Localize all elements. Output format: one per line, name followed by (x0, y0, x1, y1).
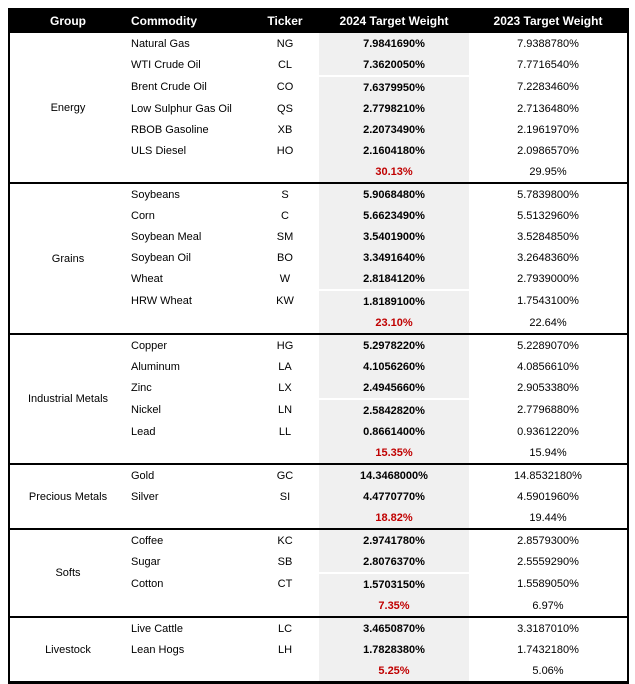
header-ticker: Ticker (251, 9, 319, 32)
ticker-cell: XB (277, 123, 293, 136)
ticker-cell: SB (277, 556, 293, 568)
ticker-cell-empty (251, 595, 319, 617)
weight-2023-cell: 7.7716540% (517, 59, 579, 71)
commodity-cell-empty (126, 312, 251, 334)
commodity-cell: Nickel (131, 404, 161, 416)
commodity-cell: Gold (126, 464, 251, 486)
weight-2023-cell: 5.2289070% (469, 334, 628, 356)
ticker-cell-empty (251, 161, 319, 183)
subtotal-2023-cell: 19.44% (529, 511, 567, 524)
commodity-cell: Low Sulphur Gas Oil (131, 102, 232, 115)
subtotal-2023-cell: 5.06% (532, 664, 564, 677)
ticker-cell: CO (276, 81, 294, 93)
weight-2023-cell: 1.7543100% (517, 295, 579, 307)
weight-2023-cell: 3.2648360% (517, 251, 579, 264)
commodity-cell: Soybean Oil (131, 251, 191, 264)
commodity-cell: Lean Hogs (131, 643, 185, 656)
table-row (9, 183, 628, 205)
ticker-cell: LN (277, 404, 293, 416)
commodity-cell: Copper (126, 334, 251, 356)
commodity-weights-table (8, 8, 629, 684)
ticker-cell: BO (277, 251, 293, 264)
weight-2024-cell: 14.3468000% (319, 464, 469, 486)
weight-2023-cell: 2.0986570% (517, 144, 579, 157)
header-2024-weight: 2024 Target Weight (319, 9, 469, 32)
subtotal-2024-cell: 30.13% (319, 161, 469, 183)
weight-2023-cell: 2.7136480% (517, 102, 579, 115)
group-cell: Grains (9, 183, 126, 334)
commodity-cell: Natural Gas (126, 32, 251, 54)
commodity-cell: Wheat (131, 273, 163, 285)
weight-2024-cell: 1.8189100% (319, 290, 469, 312)
commodity-cell: Cotton (131, 578, 164, 590)
weight-2024-cell: 3.5401900% (319, 226, 469, 247)
subtotal-2024-cell: 23.10% (319, 312, 469, 334)
weight-2024-cell: 7.6379950% (319, 76, 469, 98)
weight-2024-cell: 0.8661400% (319, 421, 469, 442)
table-row (9, 617, 628, 639)
header-group: Group (9, 9, 126, 32)
weight-2023-cell: 5.5132960% (517, 209, 579, 222)
ticker-cell: CT (277, 578, 293, 590)
weight-2023-cell: 5.7839800% (469, 183, 628, 205)
weight-2024-cell: 2.8076370% (319, 551, 469, 573)
ticker-cell: LH (277, 643, 293, 656)
weight-2023-cell: 1.5589050% (517, 578, 579, 590)
subtotal-2023-cell: 22.64% (529, 316, 567, 329)
weight-2023-cell: 7.2283460% (517, 81, 579, 93)
weight-2024-cell: 7.3620050% (319, 54, 469, 76)
ticker-cell: GC (251, 464, 319, 486)
ticker-cell-empty (251, 660, 319, 683)
commodity-cell-empty (126, 507, 251, 529)
subtotal-2023-cell: 6.97% (532, 599, 564, 612)
ticker-cell: HO (276, 144, 294, 157)
weight-2023-cell: 1.7432180% (517, 643, 579, 656)
weight-2024-cell: 5.9068480% (319, 183, 469, 205)
table-body (9, 32, 628, 683)
group-cell: Precious Metals (9, 464, 126, 529)
weight-2024-cell: 2.4945660% (319, 377, 469, 399)
commodity-cell: Coffee (126, 529, 251, 551)
subtotal-2023-cell: 15.94% (529, 446, 567, 459)
weight-2023-cell: 4.5901960% (517, 490, 579, 503)
subtotal-2024-cell: 5.25% (319, 660, 469, 683)
commodity-cell: Silver (131, 490, 159, 503)
commodity-cell: RBOB Gasoline (131, 123, 209, 136)
weight-2024-cell: 1.5703150% (319, 573, 469, 595)
ticker-cell: S (251, 183, 319, 205)
table-row (9, 32, 628, 54)
commodity-cell: Soybean Meal (131, 230, 202, 243)
ticker-cell: LX (278, 382, 292, 394)
commodity-cell: Corn (131, 209, 155, 222)
ticker-cell: SI (279, 490, 291, 503)
commodity-cell: WTI Crude Oil (131, 59, 201, 71)
weight-2023-cell: 14.8532180% (469, 464, 628, 486)
weight-2023-cell: 2.1961970% (517, 123, 579, 136)
ticker-cell: QS (277, 102, 293, 115)
commodity-cell: HRW Wheat (131, 295, 192, 307)
weight-2024-cell: 4.4770770% (319, 486, 469, 507)
weight-2024-cell: 5.2978220% (319, 334, 469, 356)
commodity-cell-empty (126, 660, 251, 683)
weight-2023-cell: 3.3187010% (469, 617, 628, 639)
commodity-cell-empty (126, 161, 251, 183)
ticker-cell: LA (278, 360, 292, 373)
ticker-cell: LL (278, 425, 292, 438)
header-row (9, 9, 628, 32)
weight-2023-cell: 7.9388780% (469, 32, 628, 54)
commodity-cell: Soybeans (126, 183, 251, 205)
table-row (9, 464, 628, 486)
weight-2024-cell: 2.1604180% (319, 140, 469, 161)
weight-2024-cell: 4.1056260% (319, 356, 469, 377)
commodity-cell: Zinc (131, 382, 152, 394)
weight-2023-cell: 0.9361220% (517, 425, 579, 438)
subtotal-2024-cell: 7.35% (319, 595, 469, 617)
weight-2024-cell: 2.9741780% (319, 529, 469, 551)
group-cell: Industrial Metals (9, 334, 126, 464)
ticker-cell: CL (277, 59, 293, 71)
commodity-cell: Brent Crude Oil (131, 81, 207, 93)
weight-2024-cell: 2.8184120% (319, 268, 469, 290)
weight-2023-cell: 2.7796880% (517, 404, 579, 416)
ticker-cell-empty (251, 442, 319, 464)
header-2023-weight: 2023 Target Weight (469, 9, 628, 32)
subtotal-2024-cell: 18.82% (319, 507, 469, 529)
weight-2023-cell: 2.5559290% (517, 556, 579, 568)
ticker-cell: LC (251, 617, 319, 639)
weight-2024-cell: 7.9841690% (319, 32, 469, 54)
group-cell: Livestock (9, 617, 126, 683)
commodity-weights-table-container (8, 8, 629, 684)
weight-2024-cell: 3.4650870% (319, 617, 469, 639)
commodity-cell: Aluminum (131, 360, 180, 373)
ticker-cell: KW (276, 295, 294, 307)
ticker-cell: SM (276, 230, 294, 243)
commodity-cell-empty (126, 442, 251, 464)
table-row (9, 529, 628, 551)
ticker-cell: C (281, 209, 289, 222)
weight-2024-cell: 1.7828380% (319, 639, 469, 660)
weight-2023-cell: 2.8579300% (469, 529, 628, 551)
weight-2023-cell: 4.0856610% (517, 360, 579, 373)
weight-2024-cell: 5.6623490% (319, 205, 469, 226)
group-cell: Softs (9, 529, 126, 617)
weight-2023-cell: 3.5284850% (517, 230, 579, 243)
subtotal-2023-cell: 29.95% (529, 165, 567, 178)
ticker-cell-empty (251, 507, 319, 529)
weight-2023-cell: 2.9053380% (517, 382, 579, 394)
subtotal-2024-cell: 15.35% (319, 442, 469, 464)
ticker-cell: HG (251, 334, 319, 356)
commodity-cell: ULS Diesel (131, 144, 187, 157)
weight-2024-cell: 2.5842820% (319, 399, 469, 421)
table-header (9, 9, 628, 32)
commodity-cell: Sugar (131, 556, 161, 568)
ticker-cell: KC (251, 529, 319, 551)
header-commodity: Commodity (126, 9, 251, 32)
group-cell: Energy (9, 32, 126, 183)
table-row (9, 334, 628, 356)
weight-2024-cell: 2.7798210% (319, 98, 469, 119)
commodity-cell-empty (126, 595, 251, 617)
commodity-cell: Lead (131, 425, 156, 438)
ticker-cell-empty (251, 312, 319, 334)
weight-2024-cell: 2.2073490% (319, 119, 469, 140)
ticker-cell: NG (251, 32, 319, 54)
commodity-cell: Live Cattle (126, 617, 251, 639)
ticker-cell: W (279, 273, 291, 285)
weight-2024-cell: 3.3491640% (319, 247, 469, 268)
weight-2023-cell: 2.7939000% (517, 273, 579, 285)
